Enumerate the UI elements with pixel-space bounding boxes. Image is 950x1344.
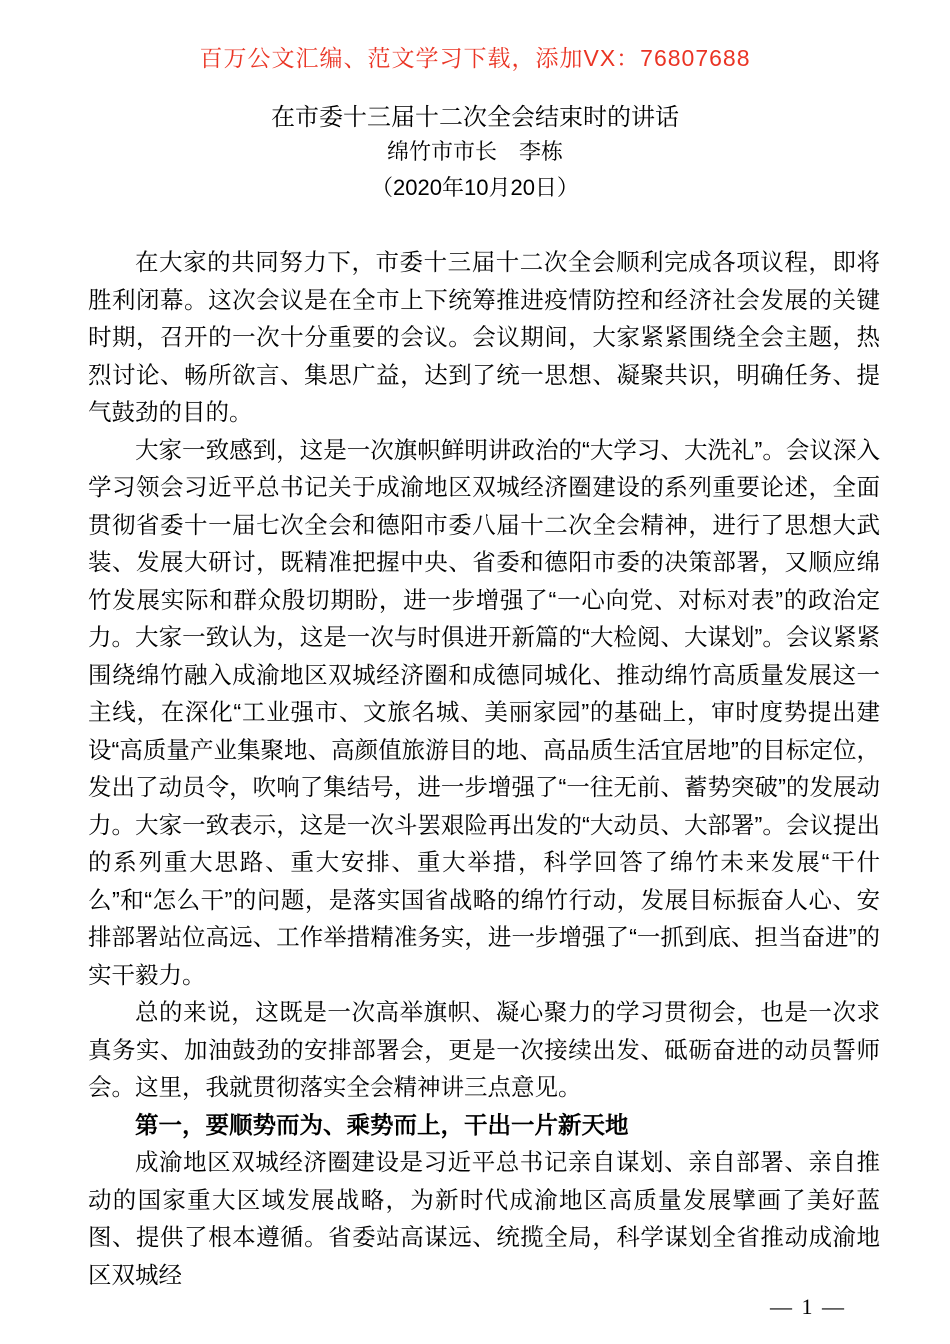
watermark-text: 百万公文汇编、范文学习下载，添加VX：76807688 — [199, 45, 751, 71]
paragraph: 总的来说，这既是一次高举旗帜、凝心聚力的学习贯彻会，也是一次求真务实、加油鼓劲的安排部署会，更是一次接续出发、砥砺奋进的动员誓师会。这里，我就贯彻落实全会精神讲三点意见。 — [88, 999, 880, 1100]
paragraph: 在大家的共同努力下，市委十三届十二次全会顺利完成各项议程，即将胜利闭幕。这次会议是在全市上下统筹推进疫情防控和经济社会发展的关键时期，召开的一次十分重要的会议。会议期间，大家紧紧围绕全会主题，热烈讨论、畅所欲言、集思广益，达到了统一思想、凝聚共识，明确任务、提气鼓劲的目的。 — [88, 249, 880, 425]
page-number: — 1 — — [770, 1294, 846, 1319]
document-author: 绵竹市市长 李栋 — [386, 139, 563, 164]
paragraph: 成渝地区双城经济圈建设是习近平总书记亲自谋划、亲自部署、亲自推动的国家重大区域发展战略，为新时代成渝地区高质量发展擘画了美好蓝图、提供了根本遵循。省委站高谋远、统揽全局，科学谋划全省推动成渝地区双城经 — [88, 1149, 880, 1288]
document-body — [88, 244, 880, 1294]
paragraph: 大家一致感到，这是一次旗帜鲜明讲政治的“大学习、大洗礼”。会议深入学习领会习近平总书记关于成渝地区双城经济圈建设的系列重要论述，全面贯彻省委十一届七次全会和德阳市委八届十二次全会精神，进行了思想大武装、发展大研讨，既精准把握中央、省委和德阳市委的决策部署，又顺应绵竹发展实际和群众殷切期盼，进一步增强了“一心向党、对标对表”的政治定力。大家一致认为，这是一次与时俱进开新篇的“大检阅、大谋划”。会议紧紧围绕绵竹融入成渝地区双城经济圈和成德同城化、推动绵竹高质量发展这一主线，在深化“工业强市、文旅名城、美丽家园”的基础上，审时度势提出建设“高质量产业集聚地、高颜值旅游目的地、高品质生活宜居地”的目标定位，发出了动员令，吹响了集结号，进一步增强了“一往无前、蓄势突破”的发展动力。大家一致表示，这是一次斗罢艰险再出发的“大动员、大部署”。会议提出的系列重大思路、重大安排、重大举措，科学回答了绵竹未来发展“干什么”和“怎么干”的问题，是落实国省战略的绵竹行动，发展目标振奋人心、安排部署站位高远、工作举措精准务实，进一步增强了“一抓到底、担当奋进”的实干毅力。 — [88, 436, 880, 988]
section-heading: 第一，要顺势而为、乘势而上，干出一片新天地 — [135, 1111, 629, 1138]
document-title: 在市委十三届十二次全会结束时的讲话 — [271, 104, 679, 131]
document-date: （2020年10月20日） — [371, 175, 579, 200]
